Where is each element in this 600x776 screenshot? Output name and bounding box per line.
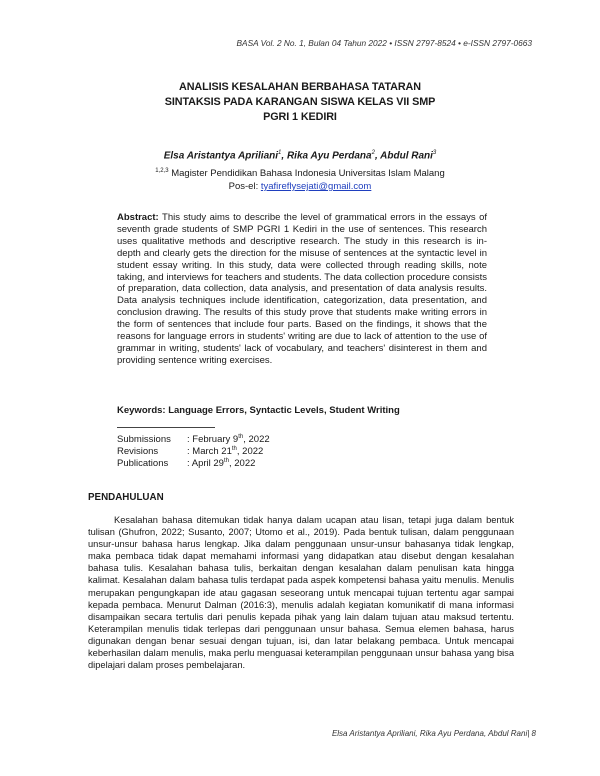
author-1: Elsa Aristantya Apriliani <box>163 150 279 162</box>
page-number: 8 <box>531 729 536 738</box>
title-line-1: ANALISIS KESALAHAN BERBAHASA TATARAN <box>179 81 421 93</box>
journal-header: BASA Vol. 2 No. 1, Bulan 04 Tahun 2022 • ISSN 2797-8524 • e-ISSN 2797-0663 <box>236 38 532 48</box>
section-heading: PENDAHULUAN <box>88 492 164 503</box>
author-list: Elsa Aristantya Apriliani$^1$, Rika Ayu Perdana$^2$, Abdul Rani$^3$ <box>163 150 437 162</box>
page-footer: Elsa Aristantya Apriliani, Rika Ayu Perdana, Abdul Rani| 8 <box>331 729 536 738</box>
date-row-submissions: Submissions : February 9th, 2022 <box>117 434 270 446</box>
affiliation: $^{1,2,3}$ Magister Pendidikan Bahasa Indonesia Universitas Islam Malang <box>155 168 445 180</box>
intro-paragraph: Kesalahan bahasa ditemukan tidak hanya dalam ucapan atau lisan, tetapi juga dalam bentuk tulisan (Ghufron, 2022; Susanto, 2007; Utomo et al., 2019). Pada bentuk tulisan, dalam penggunaan unsur-unsur bahasa harus lengkap. Jika dalam penggunaan unsur-unsur bahasanya tidak lengkap, maka pembaca tidak dapat memahami informasi yang didapatkan atau disebut dengan kesalahan bahasa tulis. Kesalahan bahasa tulis, berkaitan dengan kesalahan dalam penulisan kata hingga kalimat. Kesalahan dalam bahasa tulis terdapat pada aspek kompetensi bahasa yaitu menulis. Menulis merupakan pengungkapan ide atau gagasan seseorang untuk mencapai tujuan tertentu agar sampai kepada pembaca. Menurut Dalman (2016:3), menulis adalah kegiatan komunikatif di mana informasi disampaikan secara tertulis dari penulis kepada pihak yang lain dalam tujuan atau maksud tertentu. Keterampilan menulis tidak terlepas dari penggunaan unsur bahasa. Semua elemen bahasa, harus digunakan dengan benar sesuai dengan tujuan, isi, dan latar belakang pembaca. Untuk mencapai keberhasilan dalam menulis, maka perlu menguasai keterampilan penggunaan unsur bahasa yang bisa dipelajari dalam proses pembelajaran. <box>88 515 514 671</box>
author-2: Rika Ayu Perdana <box>286 150 372 162</box>
author-3: Abdul Rani <box>380 150 433 162</box>
email-link[interactable]: tyafireflysejati@gmail.com <box>260 181 372 192</box>
abstract-label: Abstract: <box>117 212 159 223</box>
keywords: Keywords: Language Errors, Syntactic Levels, Student Writing <box>117 405 400 416</box>
abstract-text: This study aims to describe the level of grammatical errors in the essays of seventh grade students of SMP PGRI 1 Kediri in the use of sentences. This research uses qualitative methods and descriptive research. The study in this research is in-depth and clearly gets the direction for the misuse of sentences at the syntactic level in student essay writing. In this study, data were collected through reading skills, note taking, and interviews for teachers and students. The data collection procedure consists of preparation, data collection, data analysis, and presentation of data analysis results. Data analysis techniques include identification, categorization, data presentation, and conclusion drawing. The results of this study prove that students make writing errors in the form of sentences that include four parts. Based on the findings, it shows that the reasons for language errors in students' writing are due to lack of attention to the use of grammar in writing, students' lack of vocabulary, and teachers' disinterest in them and providing sentence writing exercises. <box>117 212 488 366</box>
submission-dates <box>117 431 270 470</box>
email-label: Pos-el: <box>228 181 259 192</box>
title-line-3: PGRI 1 KEDIRI <box>263 111 337 123</box>
date-row-publications: Publications : April 29th, 2022 <box>117 458 256 470</box>
footer-authors: Elsa Aristantya Apriliani, Rika Ayu Perdana, Abdul Rani <box>331 729 528 738</box>
title-line-2: SINTAKSIS PADA KARANGAN SISWA KELAS VII SMP <box>164 96 436 108</box>
date-row-revisions: Revisions : March 21th, 2022 <box>117 446 264 458</box>
abstract <box>117 212 487 367</box>
email-line <box>0 181 600 192</box>
divider <box>117 427 215 428</box>
